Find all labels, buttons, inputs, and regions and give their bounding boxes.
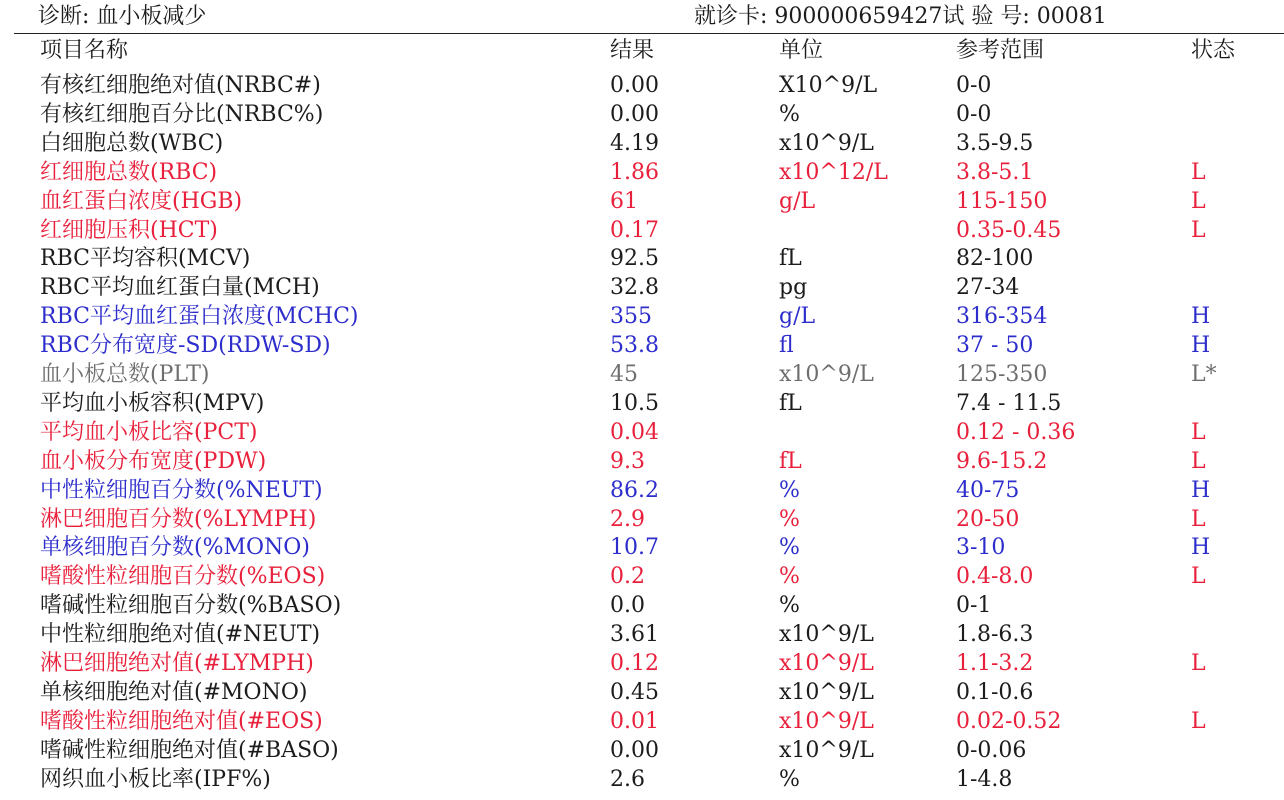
table-row [0,72,1284,100]
item-result: 0.17 [610,217,659,243]
item-status-flag: L [1191,708,1206,734]
item-name: 血小板总数(PLT) [40,362,210,387]
table-row [0,188,1284,216]
item-result: 0.01 [610,708,659,734]
item-reference-range: 0.02-0.52 [956,708,1062,734]
item-status-flag: L [1191,651,1206,676]
item-result: 1.86 [610,159,659,185]
table-row [0,592,1284,620]
item-name: RBC平均容积(MCV) [40,246,251,272]
item-result: 45 [610,362,638,387]
table-row [0,303,1284,331]
item-unit: x10^9/L [779,737,874,763]
item-result: 0.2 [610,564,645,590]
item-result: 53.8 [610,333,659,359]
item-unit: fL [779,448,802,474]
item-status-flag: L [1191,419,1206,445]
table-row [0,477,1284,505]
item-reference-range: 0-0.06 [956,737,1027,763]
column-header-status: 状态 [1191,38,1236,63]
item-name: 单核细胞绝对值(#MONO) [40,679,308,705]
item-unit: x10^9/L [779,130,874,156]
item-result: 32.8 [610,275,659,301]
item-reference-range: 20-50 [956,506,1020,532]
column-header-name: 项目名称 [40,38,129,63]
item-unit: g/L [779,188,816,214]
item-unit: % [779,593,800,619]
item-unit: x10^9/L [779,651,874,676]
item-reference-range: 0.4-8.0 [956,564,1034,590]
column-header-unit: 单位 [779,38,824,63]
item-name: 嗜酸性粒细胞绝对值(#EOS) [40,708,323,734]
item-name: 平均血小板容积(MPV) [40,390,265,416]
item-result: 0.45 [610,679,659,705]
table-row [0,708,1284,736]
item-unit: x10^9/L [779,362,874,387]
item-unit: % [779,101,800,127]
column-header-result: 结果 [610,38,655,63]
table-row [0,621,1284,649]
item-name: 白细胞总数(WBC) [40,130,224,156]
item-unit: % [779,535,800,561]
item-status-flag: H [1191,477,1211,503]
diagnosis-text: 诊断: 血小板减少 [38,4,207,29]
item-result: 3.61 [610,622,659,648]
item-name: 嗜酸性粒细胞百分数(%EOS) [40,564,326,590]
item-unit: x10^9/L [779,622,874,648]
item-unit: % [779,766,800,792]
item-reference-range: 9.6-15.2 [956,448,1048,474]
table-row [0,159,1284,187]
item-reference-range: 7.4 - 11.5 [956,390,1062,416]
table-row [0,361,1284,389]
item-name: 红细胞总数(RBC) [40,159,218,185]
item-result: 0.00 [610,73,659,98]
item-unit: fL [779,246,802,272]
item-reference-range: 40-75 [956,477,1020,503]
item-unit: % [779,564,800,590]
item-reference-range: 0.1-0.6 [956,679,1034,705]
item-name: 有核红细胞百分比(NRBC%) [40,101,324,127]
table-row [0,679,1284,707]
item-reference-range: 0.12 - 0.36 [956,419,1076,445]
item-status-flag: H [1191,333,1211,359]
table-row [0,563,1284,591]
item-result: 10.7 [610,535,659,561]
table-row [0,101,1284,129]
item-unit: x10^12/L [779,159,888,185]
item-unit: g/L [779,304,816,330]
item-result: 2.6 [610,766,645,792]
item-name: RBC平均血红蛋白浓度(MCHC) [40,304,359,330]
item-result: 86.2 [610,477,659,503]
item-name: 嗜碱性粒细胞绝对值(#BASO) [40,737,339,763]
table-row [0,650,1284,678]
footer-remnant [40,792,80,800]
item-unit: x10^9/L [779,708,874,734]
item-status-flag: L* [1191,362,1217,387]
item-unit: X10^9/L [779,73,878,98]
item-status-flag: L [1191,506,1206,532]
item-result: 0.0 [610,593,645,619]
item-unit: % [779,477,800,503]
table-row [0,448,1284,476]
table-header [0,37,1284,65]
item-status-flag: L [1191,159,1206,185]
table-row [0,274,1284,302]
item-name: RBC分布宽度-SD(RDW-SD) [40,333,331,359]
item-result: 0.04 [610,419,659,445]
item-reference-range: 0-1 [956,593,992,619]
table-row [0,390,1284,418]
table-row [0,332,1284,360]
item-name: RBC平均血红蛋白量(MCH) [40,275,320,301]
item-status-flag: L [1191,188,1206,214]
item-reference-range: 37 - 50 [956,333,1034,359]
item-name: 中性粒细胞百分数(%NEUT) [40,477,323,503]
item-reference-range: 1.8-6.3 [956,622,1034,648]
header-divider [14,33,1284,34]
table-row [0,506,1284,534]
table-row [0,534,1284,562]
item-status-flag: H [1191,535,1211,561]
item-name: 有核红细胞绝对值(NRBC#) [40,73,321,98]
item-reference-range: 0.35-0.45 [956,217,1062,243]
table-row [0,419,1284,447]
item-name: 平均血小板比容(PCT) [40,419,258,445]
item-result: 4.19 [610,130,659,156]
item-name: 嗜碱性粒细胞百分数(%BASO) [40,593,342,619]
item-unit: fl [779,333,794,359]
item-unit: pg [779,275,808,301]
item-result: 92.5 [610,246,659,272]
item-result: 9.3 [610,448,645,474]
item-name: 中性粒细胞绝对值(#NEUT) [40,622,321,648]
item-result: 0.12 [610,651,659,676]
item-reference-range: 0-0 [956,73,992,98]
item-reference-range: 1.1-3.2 [956,651,1034,676]
item-name: 网织血小板比率(IPF%) [40,766,271,792]
item-name: 淋巴细胞绝对值(#LYMPH) [40,651,314,676]
item-result: 0.00 [610,737,659,763]
item-unit: x10^9/L [779,679,874,705]
column-header-range: 参考范围 [956,38,1045,63]
table-row [0,130,1284,158]
item-reference-range: 27-34 [956,275,1020,301]
item-result: 2.9 [610,506,645,532]
item-reference-range: 125-350 [956,362,1048,387]
item-reference-range: 1-4.8 [956,766,1013,792]
item-reference-range: 316-354 [956,304,1048,330]
item-result: 355 [610,304,652,330]
item-reference-range: 115-150 [956,188,1048,214]
item-reference-range: 3.5-9.5 [956,130,1034,156]
item-status-flag: L [1191,217,1206,243]
item-status-flag: L [1191,448,1206,474]
item-name: 红细胞压积(HCT) [40,217,218,243]
item-result: 10.5 [610,390,659,416]
item-reference-range: 3.8-5.1 [956,159,1034,185]
table-row [0,217,1284,245]
item-reference-range: 0-0 [956,101,992,127]
item-result: 61 [610,188,638,214]
report-header [0,0,1284,34]
item-name: 单核细胞百分数(%MONO) [40,535,310,561]
item-status-flag: H [1191,304,1211,330]
item-name: 血小板分布宽度(PDW) [40,448,267,474]
item-name: 淋巴细胞百分数(%LYMPH) [40,506,317,532]
item-unit: % [779,506,800,532]
card-and-test-number: 就诊卡: 900000659427试 验 号: 00081 [694,4,1107,29]
item-unit: fL [779,390,802,416]
item-result: 0.00 [610,101,659,127]
table-row [0,245,1284,273]
item-reference-range: 82-100 [956,246,1034,272]
item-reference-range: 3-10 [956,535,1006,561]
item-status-flag: L [1191,564,1206,590]
table-row [0,737,1284,765]
table-row [0,766,1284,794]
item-name: 血红蛋白浓度(HGB) [40,188,243,214]
